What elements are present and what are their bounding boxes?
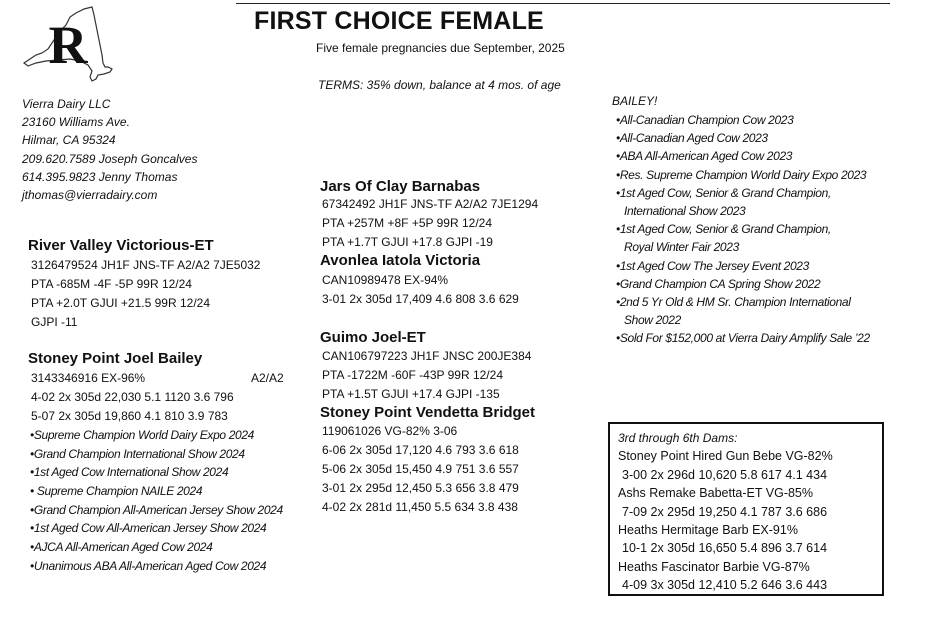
sire2-line: 67342492 JH1F JNS-TF A2/A2 7JE1294 — [322, 197, 539, 211]
honor-item: •Grand Champion International Show 2024 — [30, 446, 245, 461]
page-title: FIRST CHOICE FEMALE — [254, 7, 544, 35]
dam3-line: 4-02 2x 281d 11,450 5.5 634 3.8 438 — [322, 500, 518, 514]
honor-item: •AJCA All-American Aged Cow 2024 — [30, 540, 213, 555]
top-rule — [236, 3, 890, 4]
sire-line: GJPI -11 — [31, 315, 78, 329]
bailey-item: International Show 2023 — [624, 203, 746, 218]
sire-line: 3126479524 JH1F JNS-TF A2/A2 7JE5032 — [31, 258, 261, 272]
dam3-line: 3-01 2x 295d 12,450 5.3 656 3.8 479 — [322, 481, 519, 495]
dam-record-line: 7-09 2x 295d 19,250 4.1 787 3.6 686 — [622, 504, 828, 519]
sire3-info — [322, 347, 531, 404]
dam-record-line: 4-09 3x 305d 12,410 5.2 646 3.6 443 — [622, 578, 828, 593]
sire2-info — [322, 195, 538, 252]
bailey-item: •1st Aged Cow The Jersey Event 2023 — [616, 258, 809, 273]
dam-info — [31, 369, 291, 426]
dam3-info — [322, 422, 519, 517]
honor-item: •Grand Champion All-American Jersey Show 2024 — [30, 502, 283, 517]
dams-box-heading: 3rd through 6th Dams: — [618, 431, 738, 445]
honor-item: •1st Aged Cow All-American Jersey Show 2024 — [30, 521, 267, 536]
dam-record: 5-07 2x 305d 19,860 4.1 810 3.9 783 — [31, 409, 228, 423]
sire3-name: Guimo Joel-ET — [320, 329, 426, 346]
terms: TERMS: 35% down, balance at 4 mos. of age — [318, 78, 561, 92]
bailey-item: •Grand Champion CA Spring Show 2022 — [616, 276, 821, 291]
dam-name-line: Heaths Hermitage Barb EX-91% — [618, 522, 798, 537]
sire-name: River Valley Victorious-ET — [28, 237, 214, 254]
dam-name-line: Stoney Point Hired Gun Bebe VG-82% — [618, 449, 833, 464]
farm-logo — [22, 5, 114, 83]
sire3-line: CAN106797223 JH1F JNSC 200JE384 — [322, 349, 532, 363]
bailey-item: •1st Aged Cow, Senior & Grand Champion, — [616, 222, 831, 237]
dam3-name: Stoney Point Vendetta Bridget — [320, 404, 536, 421]
sire2-line: PTA +1.7T GJUI +17.8 GJPI -19 — [322, 235, 493, 249]
bailey-item: •Sold For $152,000 at Vierra Dairy Amplify Sale ’22 — [616, 331, 870, 346]
dam2-info — [322, 271, 519, 309]
dams-box — [608, 422, 884, 596]
sire3-line: PTA +1.5T GJUI +17.4 GJPI -135 — [322, 387, 500, 401]
contact-line: 23160 Williams Ave. — [22, 115, 130, 130]
bailey-item: Royal Winter Fair 2023 — [624, 240, 739, 255]
honor-item: •Unanimous ABA All-American Aged Cow 2024 — [30, 558, 267, 573]
logo-letter: R — [48, 15, 88, 75]
bailey-item: •All-Canadian Champion Cow 2023 — [616, 113, 794, 127]
dam-record-line: 10-1 2x 305d 16,650 5.4 896 3.7 614 — [622, 541, 828, 556]
sire-line: PTA -685M -4F -5P 99R 12/24 — [31, 277, 192, 291]
bailey-heading: BAILEY! — [612, 94, 658, 108]
bailey-item: •ABA All-American Aged Cow 2023 — [616, 149, 793, 164]
dam-honors — [30, 426, 283, 576]
contact-line: 209.620.7589 Joseph Goncalves — [22, 151, 198, 166]
dam2-line: 3-01 2x 305d 17,409 4.6 808 3.6 629 — [322, 292, 519, 306]
dam3-line: 6-06 2x 305d 17,120 4.6 793 3.6 618 — [322, 443, 519, 457]
honor-item: • Supreme Champion NAILE 2024 — [30, 484, 203, 499]
dam-name-line: Ashs Remake Babetta-ET VG-85% — [618, 486, 813, 501]
sire3-line: PTA -1722M -60F -43P 99R 12/24 — [322, 368, 503, 382]
dam-record-line: 3-00 2x 296d 10,620 5.8 617 4.1 434 — [622, 467, 828, 482]
dam-record: 4-02 2x 305d 22,030 5.1 1120 3.6 796 — [31, 390, 234, 404]
dam-id-line — [31, 369, 291, 388]
bailey-item: •2nd 5 Yr Old & HM Sr. Champion International — [616, 294, 851, 309]
sire-line: PTA +2.0T GJUI +21.5 99R 12/24 — [31, 296, 210, 310]
bailey-item: Show 2022 — [624, 313, 681, 328]
dam-name-line: Heaths Fascinator Barbie VG-87% — [618, 559, 810, 574]
dam3-line: 5-06 2x 305d 15,450 4.9 751 3.6 557 — [322, 462, 519, 476]
dam2-line: CAN10989478 EX-94% — [322, 273, 449, 287]
honor-item: •1st Aged Cow International Show 2024 — [30, 465, 229, 480]
dam-id: 3143346916 EX-96% — [31, 371, 146, 385]
contact-line: Vierra Dairy LLC — [22, 97, 111, 111]
dam3-line: 119061026 VG-82% 3-06 — [322, 424, 458, 438]
sire2-name: Jars Of Clay Barnabas — [320, 178, 481, 195]
subtitle: Five female pregnancies due September, 2025 — [316, 41, 565, 55]
dam2-name: Avonlea Iatola Victoria — [320, 252, 481, 269]
contact-block — [22, 95, 197, 204]
contact-line: 614.395.9823 Jenny Thomas — [22, 169, 178, 184]
honor-item: •Supreme Champion World Dairy Expo 2024 — [30, 428, 254, 442]
contact-line[interactable]: jthomas@vierradairy.com — [22, 187, 158, 202]
bailey-item: •1st Aged Cow, Senior & Grand Champion, — [616, 185, 831, 200]
bailey-honors — [616, 111, 870, 347]
bailey-item: •All-Canadian Aged Cow 2023 — [616, 131, 768, 146]
bailey-item: •Res. Supreme Champion World Dairy Expo 2023 — [616, 167, 867, 182]
dam-name: Stoney Point Joel Bailey — [28, 350, 203, 367]
new-york-state-icon — [22, 5, 114, 83]
dam-genotype: A2/A2 — [251, 371, 284, 385]
sire-info — [31, 256, 260, 332]
sire2-line: PTA +257M +8F +5P 99R 12/24 — [322, 216, 493, 230]
contact-line: Hilmar, CA 95324 — [22, 133, 116, 148]
